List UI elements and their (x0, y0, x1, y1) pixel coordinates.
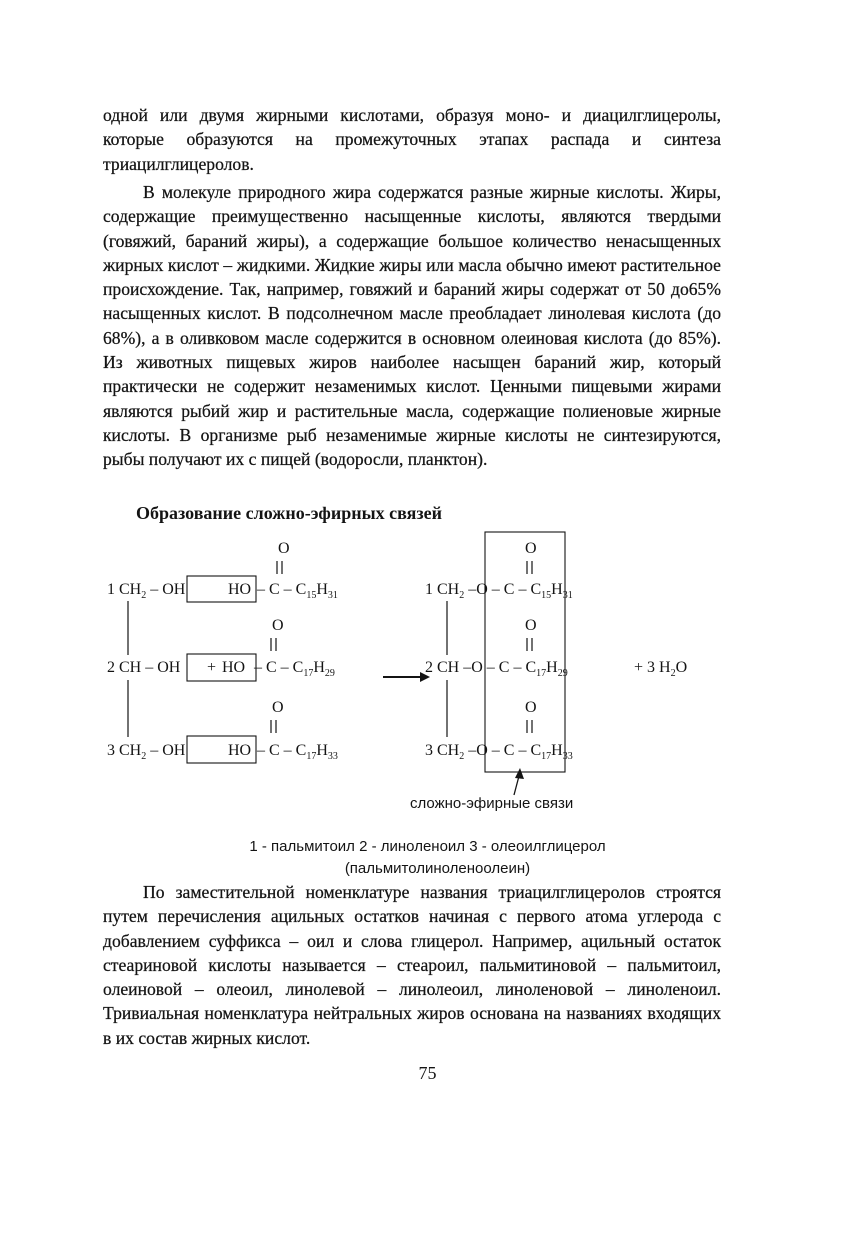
caption-line-2: (пальмитолиноленоолеин) (344, 860, 531, 877)
ester-bond-box (485, 532, 565, 772)
scheme-caption (0, 836, 855, 880)
carbonyl-o: O (525, 699, 537, 716)
carbonyl-o: O (272, 699, 284, 716)
acyl-group: – C – $C_{17}H_{33}$ (257, 742, 338, 762)
water-product: + 3 $H_2O$ (634, 659, 688, 679)
reactant-row-1 (107, 540, 338, 601)
acid-ho: HO (222, 659, 246, 676)
section-heading: Образование сложно-эфирных связей (136, 503, 442, 523)
carbonyl-o: O (525, 540, 537, 557)
product-row-2: 2 CH –O – C – $C_{17}H_{29}$ (425, 659, 568, 679)
paragraph-continuation: одной или двумя жирными кислотами, образуя моно- и диацилглицеролы, которые образуются на промежуточных этапах распада и синтеза триацилглицеролов. (103, 105, 721, 174)
esterification-scheme (0, 528, 855, 828)
ester-bond-label: сложно-эфирные связи (410, 795, 574, 812)
row-number: 3 $CH_2$ – OH (107, 742, 186, 762)
page-number: 75 (418, 1063, 437, 1083)
plus-sign: + (207, 659, 217, 676)
row-number: 2 CH – OH (107, 659, 181, 676)
paragraph-fat-composition: В молекуле природного жира содержатся разные жирные кислоты. Жиры, содержащие преимущественно насыщенные кислоты, являются твердыми (говяжий, бараний жиры), а содержащие большое количество ненасыщенных жирных кислот – жидкими. Жидкие жиры или масла обычно имеют растительное происхождение. Так, например, говяжий и бараний жиры содержат от 50 до65% насыщенных кислот. В подсолнечном масле преобладает линолевая кислота (до 68%), а в оливковом масле содержится в основном олеиновая кислота (до 85%). Из животных пищевых жиров наиболее насыщен бараний жир, который практически не содержит незаменимых кислот. Ценными пищевыми жирами являются рыбий жир и растительные масла, содержащие полиеновые жирные кислоты. В организме рыб незаменимые жирные кислоты не синтезируются, рыбы получают их с пищей (водоросли, планктон). (103, 182, 721, 470)
carbonyl-o: O (278, 540, 290, 557)
paragraph-nomenclature: По заместительной номенклатуре названия триацилглицеролов строятся путем перечисления ацильных остатков начиная с первого атома углерода с добавлением суффикса – оил и слова глицерол. Например, ацильный остаток стеариновой кислоты называется – стеароил, пальмитиновой – пальмитоил, олеиновой – олеоил, линолевой – линолеоил, линоленовой – линоленоил. Тривиальная номенклатура нейтральных жиров основана на названиях входящих в их состав жирных кислот. (103, 882, 721, 1048)
carbonyl-o: O (272, 617, 284, 634)
reactant-row-2 (107, 617, 335, 679)
row-number: 1 $CH_2$ – OH (107, 581, 186, 601)
reactant-row-3 (107, 699, 338, 762)
acyl-group: – C – $C_{17}H_{29}$ (254, 659, 335, 679)
product-row-1: 1 $CH_2$ –O – C – $C_{15}H_{31}$ (425, 581, 573, 601)
acid-ho: HO (228, 742, 252, 759)
pointer-arrow-head (515, 768, 524, 779)
carbonyl-o: O (525, 617, 537, 634)
caption-line-1: 1 - пальмитоил 2 - линоленоил 3 - олеоилглицерол (249, 838, 606, 855)
acid-ho: HO (228, 581, 252, 598)
acyl-group: – C – $C_{15}H_{31}$ (257, 581, 338, 601)
product-row-3: 3 $CH_2$ –O – C – $C_{17}H_{33}$ (425, 742, 573, 762)
pointer-arrow (514, 776, 519, 795)
